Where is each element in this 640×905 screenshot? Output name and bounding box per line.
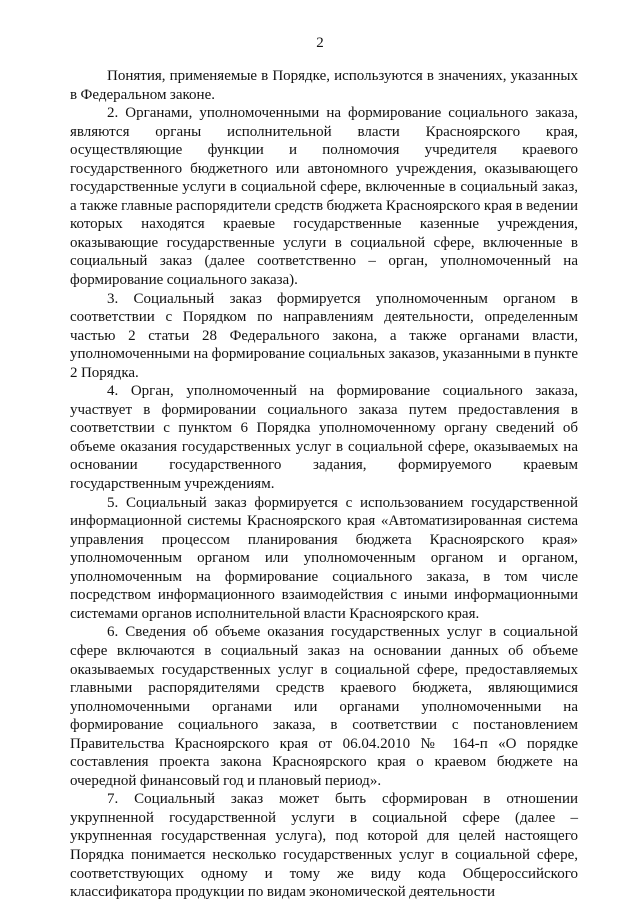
paragraph-terms: Понятия, применяемые в Порядке, используются в значениях, указанных в Федеральном законе. — [70, 68, 578, 103]
paragraph-item-2: 2. Органами, уполномоченными на формирование социального заказа, являются органы исполнительной власти Красноярского края, осуществляющие функции и полномочия учредителя краевого государственного бюджетного или автономного учреждения, оказывающего государственные услуги в социальной сфере, включенные в социальный заказ, а также главные распорядители средств бюджета Красноярского края в ведении которых находятся краевые государственные казенные учреждения, оказывающие государственные услуги в социальной сфере, включенные в социальный заказ (далее соответственно – орган, уполномоченный на формирование социального заказа). — [70, 105, 578, 289]
document-body — [70, 67, 578, 902]
page-number: 2 — [316, 35, 324, 51]
paragraph-item-3: 3. Социальный заказ формируется уполномоченным органом в соответствии с Порядком по направлениям деятельности, определенным частью 2 статьи 28 Федерального закона, а также органами власти, уполномоченными на формирование социальных заказов, указанными в пункте 2 Порядка. — [70, 290, 578, 381]
paragraph-item-5: 5. Социальный заказ формируется с использованием государственной информационной системы Красноярского края «Автоматизированная система управления процессом планирования бюджета Красноярского края» уполномоченным органом или уполномоченным органом и органом, уполномоченным на формирование социального заказа, в том числе посредством информационного взаимодействия с иными информационными системами органов исполнительной власти Красноярского края. — [70, 494, 578, 622]
paragraph-item-7: 7. Социальный заказ может быть сформирован в отношении укрупненной государственной услуги в социальной сфере (далее – укрупненная государственная услуга), под которой для целей настоящего Порядка понимается несколько государственных услуг в социальной сфере, соответствующих одному и тому же виду кода Общероссийского классификатора продукции по видам экономической деятельности — [70, 791, 578, 901]
paragraph-item-4: 4. Орган, уполномоченный на формирование социального заказа, участвует в формировании социального заказа путем предоставления в соответствии с пунктом 6 Порядка уполномоченному органу сведений об объеме оказания государственных услуг в социальной сфере, оказываемых на основании государственного задания, формируемого краевым государственным учреждениям. — [70, 383, 578, 493]
paragraph-item-6: 6. Сведения об объеме оказания государственных услуг в социальной сфере включаются в социальный заказ на основании данных об объеме оказываемых государственных услуг в социальной сфере, предоставляемых главными распорядителями средств краевого бюджета, являющимися уполномоченными органами или органами уполномоченными на формирование социального заказа, в соответствии с постановлением Правительства Красноярского края от 06.04.2010 № 164-п «О порядке составления проекта закона Красноярского края о краевом бюджете на очередной финансовый год и плановый период». — [70, 624, 578, 789]
